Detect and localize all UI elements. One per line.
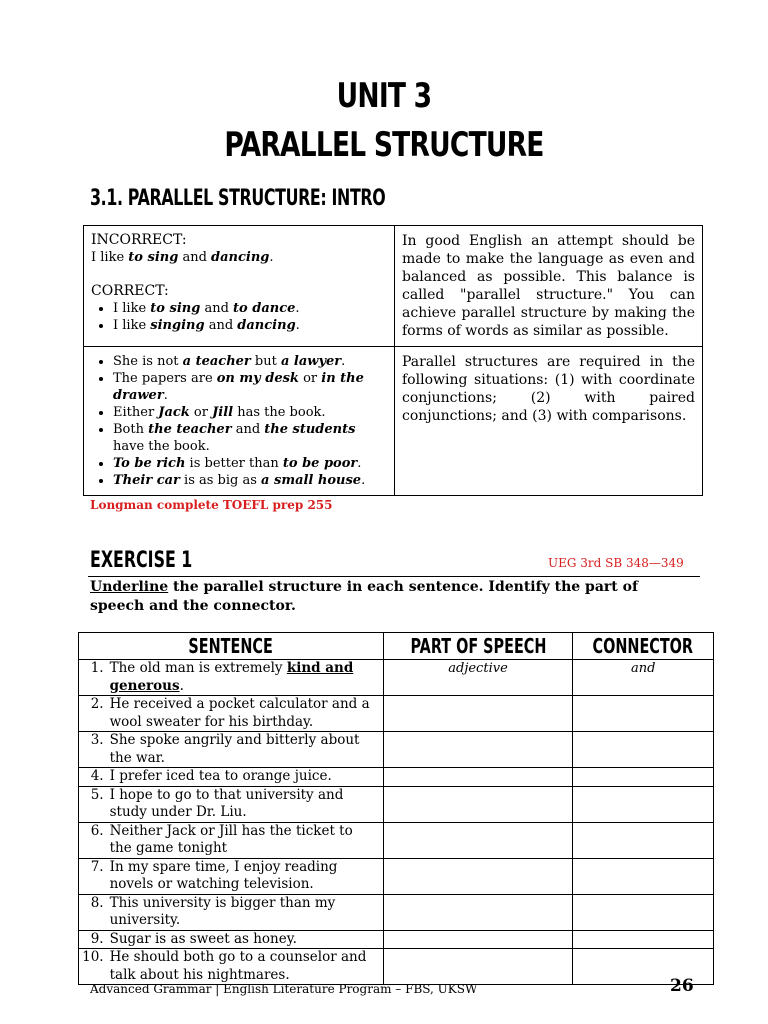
table-row <box>79 768 714 787</box>
row-number: 10. <box>79 949 106 985</box>
part-of-speech-cell[interactable] <box>383 732 573 768</box>
examples-list <box>91 353 387 489</box>
table-row <box>79 949 714 985</box>
section-title: 3.1. PARALLEL STRUCTURE: INTRO <box>90 186 386 211</box>
connector-cell[interactable] <box>573 930 714 949</box>
table-row <box>79 930 714 949</box>
page-number: 26 <box>670 976 694 996</box>
list-item: • She is not a teacher but a lawyer. <box>113 353 387 370</box>
part-of-speech-cell[interactable] <box>383 949 573 985</box>
correct-examples-list <box>91 300 387 334</box>
correct-label: CORRECT: <box>91 283 169 299</box>
connector-cell[interactable]: and <box>573 660 714 696</box>
sentence-cell[interactable]: The old man is extremely kind and generous. <box>106 660 383 696</box>
connector-cell[interactable] <box>573 822 714 858</box>
sentence-cell[interactable]: This university is bigger than my university. <box>106 894 383 930</box>
sentence-cell[interactable]: I hope to go to that university and study under Dr. Liu. <box>106 786 383 822</box>
row-number: 9. <box>79 930 106 949</box>
list-item: • I like singing and dancing. <box>113 317 387 334</box>
unit-title: PARALLEL STRUCTURE <box>224 125 544 165</box>
examples-cell <box>84 347 395 496</box>
list-item: • To be rich is better than to be poor. <box>113 455 387 472</box>
part-of-speech-cell[interactable] <box>383 696 573 732</box>
row-number: 6. <box>79 822 106 858</box>
sentence-cell[interactable]: He received a pocket calculator and a wool sweater for his birthday. <box>106 696 383 732</box>
connector-cell[interactable] <box>573 894 714 930</box>
connector-cell[interactable] <box>573 696 714 732</box>
unit-heading: UNIT 3 <box>336 76 432 116</box>
part-of-speech-cell[interactable] <box>383 894 573 930</box>
table-row <box>79 894 714 930</box>
exercise-reference: UEG 3rd SB 348—349 <box>548 556 684 570</box>
exercise-title: EXERCISE 1 <box>90 548 193 573</box>
divider <box>88 576 700 577</box>
row-number: 5. <box>79 786 106 822</box>
part-of-speech-cell[interactable] <box>383 930 573 949</box>
table-row <box>79 858 714 894</box>
row-number: 7. <box>79 858 106 894</box>
table-row <box>79 786 714 822</box>
connector-cell[interactable] <box>573 786 714 822</box>
exercise-instruction <box>90 578 690 616</box>
row-number: 4. <box>79 768 106 787</box>
sentence-cell[interactable]: Sugar is as sweet as honey. <box>106 930 383 949</box>
part-of-speech-cell[interactable] <box>383 768 573 787</box>
row-number: 1. <box>79 660 106 696</box>
column-header-connector: CONNECTOR <box>573 633 714 660</box>
incorrect-example: I like to sing and dancing. <box>91 250 274 265</box>
requirements-text: Parallel structures are required in the following situations: (1) with coordinate conjunctions; (2) with paired conjunctions; and (3) with comparisons. <box>395 347 703 496</box>
part-of-speech-cell[interactable] <box>383 822 573 858</box>
list-item: • Both the teacher and the students have the book. <box>113 421 387 455</box>
part-of-speech-cell[interactable]: adjective <box>383 660 573 696</box>
table-row <box>79 696 714 732</box>
table-row <box>79 660 714 696</box>
incorrect-correct-cell <box>84 226 395 347</box>
instruction-underlined: Underline <box>90 579 169 595</box>
row-number: 2. <box>79 696 106 732</box>
list-item: • I like to sing and to dance. <box>113 300 387 317</box>
table-row <box>79 732 714 768</box>
connector-cell[interactable] <box>573 768 714 787</box>
incorrect-label: INCORRECT: <box>91 232 187 248</box>
list-item: • The papers are on my desk or in the drawer. <box>113 370 387 404</box>
part-of-speech-cell[interactable] <box>383 858 573 894</box>
source-note: Longman complete TOEFL prep 255 <box>90 498 333 512</box>
column-header-sentence: SENTENCE <box>79 633 384 660</box>
sentence-cell[interactable]: He should both go to a counselor and talk about his nightmares. <box>106 949 383 985</box>
explanation-text: In good English an attempt should be made to make the language as even and balanced as possible. This balance is called "parallel structure." You can achieve parallel structure by making the forms of words as similar as possible. <box>395 226 703 347</box>
intro-table <box>83 225 703 496</box>
sentence-cell[interactable]: Neither Jack or Jill has the ticket to the game tonight <box>106 822 383 858</box>
row-number: 8. <box>79 894 106 930</box>
sentence-cell[interactable]: She spoke angrily and bitterly about the war. <box>106 732 383 768</box>
table-row <box>79 822 714 858</box>
list-item: • Either Jack or Jill has the book. <box>113 404 387 421</box>
sentence-cell[interactable]: In my spare time, I enjoy reading novels or watching television. <box>106 858 383 894</box>
column-header-part-of-speech: PART OF SPEECH <box>383 633 573 660</box>
instruction-text: the parallel structure in each sentence. Identify the part of speech and the connector. <box>90 579 638 614</box>
connector-cell[interactable] <box>573 732 714 768</box>
footer-text: Advanced Grammar | English Literature Program – FBS, UKSW <box>90 982 478 996</box>
exercise-table <box>78 632 714 985</box>
part-of-speech-cell[interactable] <box>383 786 573 822</box>
highlighted-phrase: kind and generous <box>109 660 354 694</box>
row-number: 3. <box>79 732 106 768</box>
sentence-cell[interactable]: I prefer iced tea to orange juice. <box>106 768 383 787</box>
list-item: • Their car is as big as a small house. <box>113 472 387 489</box>
connector-cell[interactable] <box>573 858 714 894</box>
